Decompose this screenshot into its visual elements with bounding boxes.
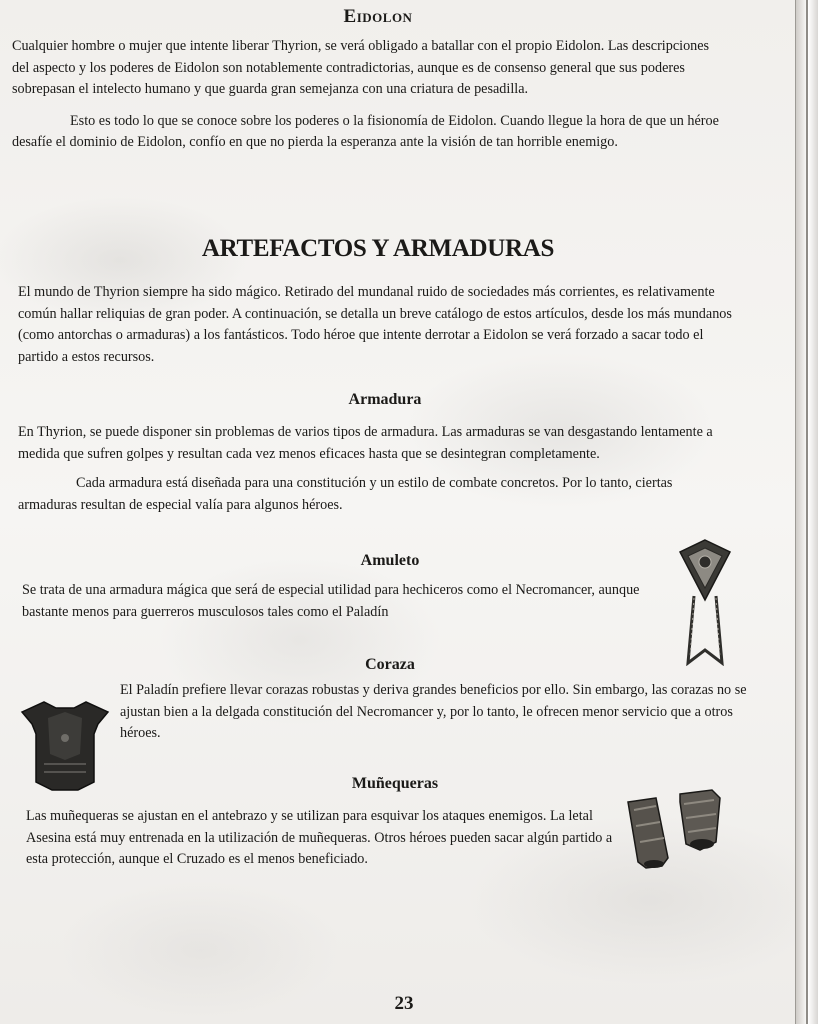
eidolon-text <box>12 36 728 154</box>
page-number: 23 <box>394 993 414 1014</box>
munequeras-text <box>26 806 624 871</box>
amuleto-title: Amuleto <box>360 552 420 569</box>
artefactos-intro-paragraph: El mundo de Thyrion siempre ha sido mágico. Retirado del mundanal ruido de sociedades más corrientes, es relativamente común hallar reliquias de gran poder. A continuación, se detalla un breve catálogo de estos artículos, desde los más mundanos (como antorchas o armaduras) a los fantásticos. Todo héroe que intente derrotar a Eidolon se verá forzado a sacar todo el partido a estos recursos. <box>18 284 732 365</box>
armadura-paragraph-2: Cada armadura está diseñada para una constitución y un estilo de combate concretos. Por lo tanto, ciertas armaduras resultan de especial valía para algunos héroes. <box>18 475 673 513</box>
munequeras-paragraph: Las muñequeras se ajustan en el antebrazo y se utilizan para esquivar los ataques enemigos. La letal Asesina está muy entrenada en la utilización de muñequeras. Otros héroes pueden sacar algún partido a esta protección, aunque el Cruzado es el menos beneficiado. <box>26 808 613 867</box>
eidolon-paragraph-2: Esto es todo lo que se conoce sobre los poderes o la fisionomía de Eidolon. Cuando llegue la hora de que un héroe desafíe el dominio de Eidolon, confío en que no pierda la esperanza ante la visión de tan horrible enemigo. <box>12 112 719 150</box>
munequeras-title: Muñequeras <box>351 775 439 792</box>
eidolon-paragraph-1: Cualquier hombre o mujer que intente liberar Thyrion, se verá obligado a batallar con el propio Eidolon. Las descripciones del aspecto y los poderes de Eidolon son notablemente contradictorias, aunque es de consenso general que sus poderes sobrepasan el intelecto humano y que guarda gran semejanza con una criatura de pesadilla. <box>12 38 710 97</box>
bracers-icon <box>622 786 726 872</box>
book-spine <box>795 0 818 1024</box>
breastplate-icon <box>18 698 112 792</box>
armadura-title: Armadura <box>348 391 422 408</box>
amuleto-text <box>22 580 642 623</box>
amuleto-paragraph: Se trata de una armadura mágica que será de especial utilidad para hechiceros como el Necromancer, aunque bastante menos para guerreros musculosos tales como el Paladín <box>22 582 640 620</box>
armadura-paragraph-1: En Thyrion, se puede disponer sin problemas de varios tipos de armadura. Las armaduras se van desgastando lentamente a medida que sufren golpes y resultan cada vez menos eficaces hasta que se desintegran completamente. <box>18 424 713 462</box>
eidolon-title: Eidolon <box>343 6 413 27</box>
coraza-title: Coraza <box>365 656 415 673</box>
amulet-icon <box>674 538 736 666</box>
coraza-paragraph: El Paladín prefiere llevar corazas robustas y deriva grandes beneficios por ello. Sin embargo, las corazas no se ajustan bien a la delgada constitución del Necromancer y, por lo tanto, le ofrecen menor servicio que a otros héroes. <box>120 682 747 741</box>
artefactos-intro <box>18 282 744 368</box>
armadura-text <box>18 422 718 516</box>
coraza-text <box>120 680 752 745</box>
artefactos-title: ARTEFACTOS Y ARMADURAS <box>201 235 555 262</box>
